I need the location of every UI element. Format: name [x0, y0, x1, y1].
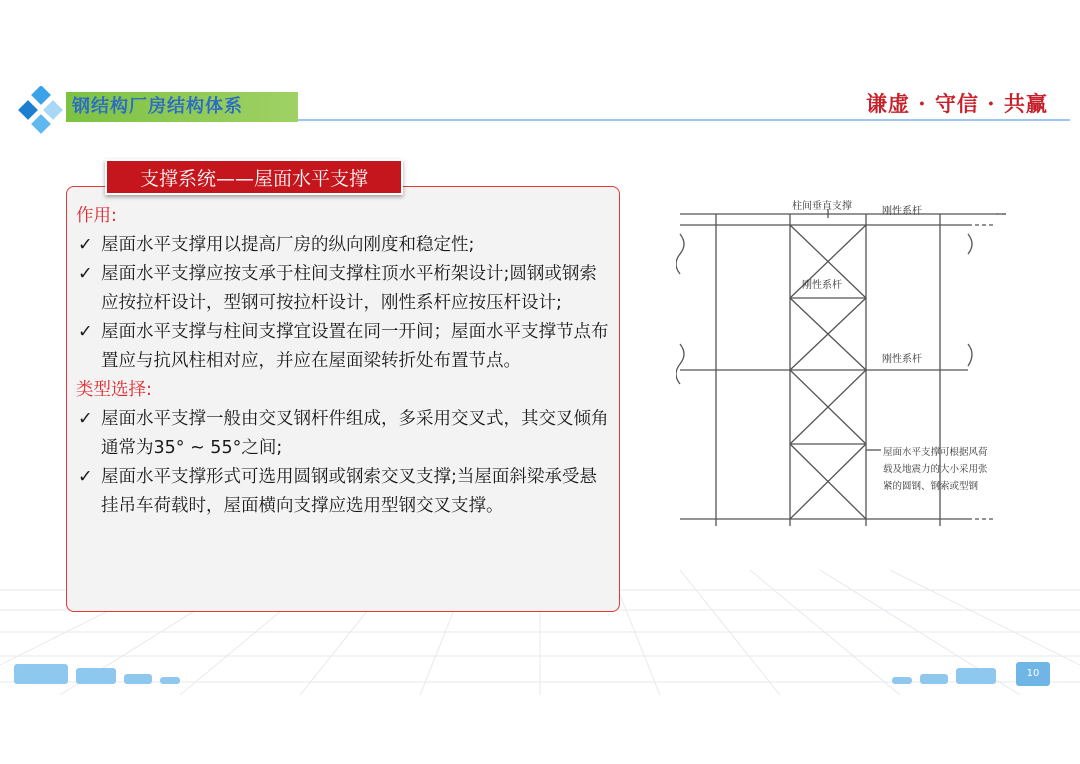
diagram-note-line: 载及地震力的大小采用张 — [883, 464, 988, 475]
roof-bracing-diagram — [676, 194, 1066, 534]
list-item-text: 屋面水平支撑形式可选用圆钢或钢索交叉支撑;当屋面斜梁承受悬挂吊车荷载时，屋面横向支撑应选用型钢交叉支撑。 — [101, 467, 597, 516]
label-rigid-tie-top: 刚性系杆 — [882, 206, 922, 217]
list-item-text: 屋面水平支撑用以提高厂房的纵向刚度和稳定性; — [101, 235, 475, 255]
label-vertical-bracing: 柱间垂直支撑 — [792, 201, 852, 212]
list-item-text: 屋面水平支撑一般由交叉钢杆件组成，多采用交叉式，其交叉倾角通常为35° ~ 55°之间; — [101, 409, 609, 458]
section-heading: 作用: — [76, 206, 117, 226]
section-heading: 类型选择: — [76, 380, 152, 400]
diagram-note-line: 屋面水平支撑可根据风荷 — [883, 447, 988, 458]
checkmark-icon: ✓ — [78, 409, 93, 429]
footer-chip — [76, 668, 116, 684]
header-divider — [298, 119, 1070, 121]
header-title: 钢结构厂房结构体系 — [72, 96, 243, 117]
list-item-text: 屋面水平支撑与柱间支撑宜设置在同一开间；屋面水平支撑节点布置应与抗风柱相对应，并应在屋面梁转折处布置节点。 — [101, 322, 609, 371]
checkmark-icon: ✓ — [78, 235, 93, 255]
checkmark-icon: ✓ — [78, 264, 93, 284]
footer-chip — [14, 664, 68, 684]
section-tab: 支撑系统——屋面水平支撑 — [105, 159, 403, 195]
list-item — [76, 405, 611, 463]
company-motto: 谦虚 · 守信 · 共赢 — [866, 91, 1048, 116]
panel-content — [76, 202, 611, 521]
footer-chip — [124, 674, 152, 684]
list-item — [76, 318, 611, 376]
list-item — [76, 463, 611, 521]
checkmark-icon: ✓ — [78, 322, 93, 342]
page-number: 10 — [1016, 662, 1050, 686]
list-item — [76, 260, 611, 318]
label-rigid-tie-inner: 刚性系杆 — [802, 280, 842, 291]
footer-chip — [920, 674, 948, 684]
list-item-text: 屋面水平支撑应按支承于柱间支撑柱顶水平桁架设计;圆钢或钢索应按拉杆设计，型钢可按拉杆设计，刚性系杆应按压杆设计; — [101, 264, 597, 313]
checkmark-icon: ✓ — [78, 467, 93, 487]
footer-chip — [956, 668, 996, 684]
diamond-logo-icon — [18, 86, 66, 134]
list-item — [76, 231, 611, 260]
label-rigid-tie-mid: 刚性系杆 — [882, 354, 922, 365]
footer-chip — [892, 677, 912, 684]
footer-chip — [160, 677, 180, 684]
diagram-note-line: 紧的圆钢、钢索或型钢 — [883, 481, 979, 492]
